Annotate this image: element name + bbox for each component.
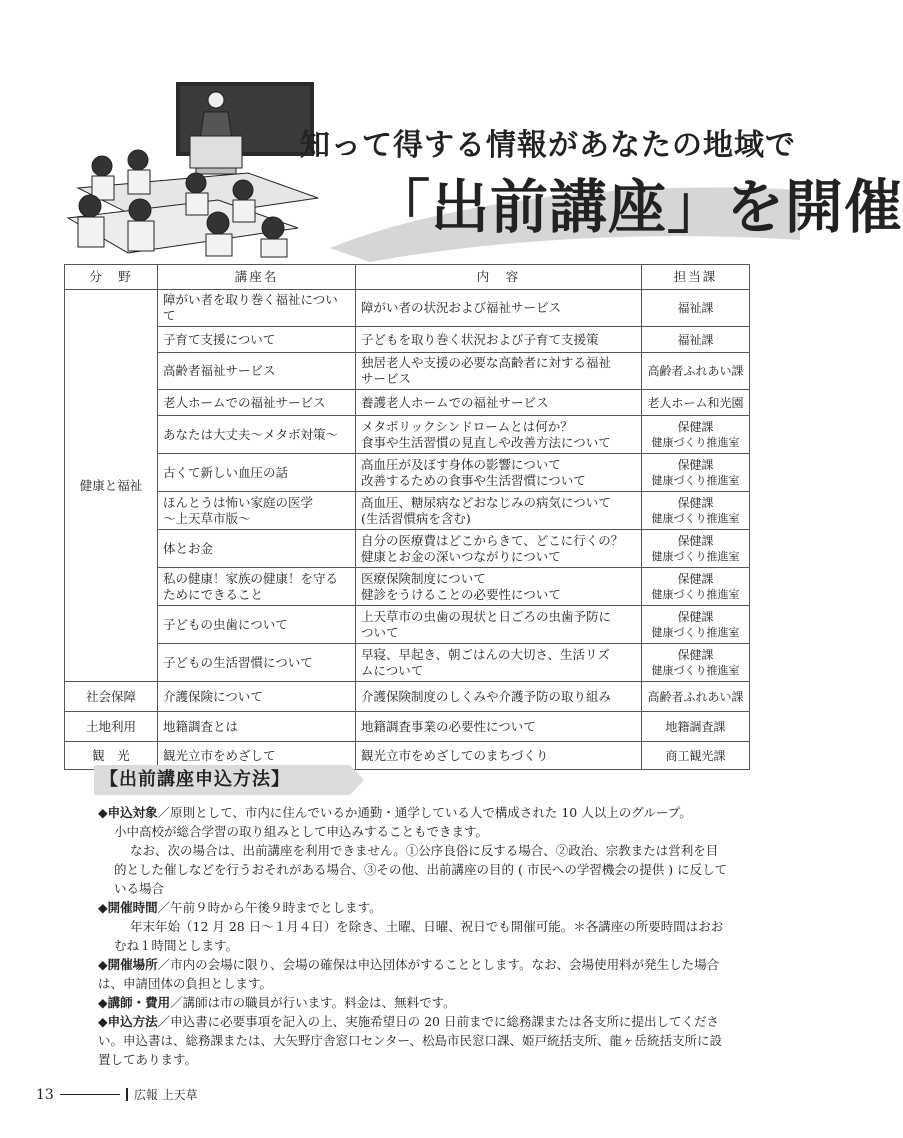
dept-name: 地籍調査課 bbox=[665, 719, 726, 734]
place-text: ／市内の会場に限り、会場の確保は申込団体がすることとします。なお、会場使用料が発生した場合は、申請団体の負担とします。 bbox=[98, 957, 720, 991]
apply-label: ◆申込方法 bbox=[98, 1014, 158, 1029]
course-content: メタボリックシンドロームとは何か？ 食事や生活習慣の見直しや改善方法について bbox=[356, 416, 642, 454]
course-name: 体とお金 bbox=[158, 530, 356, 568]
table-row bbox=[65, 606, 750, 644]
dept-name: 高齢者ふれあい課 bbox=[647, 364, 744, 378]
field-cell: 観 光 bbox=[65, 742, 158, 770]
apply-paragraph bbox=[98, 1012, 728, 1069]
course-dept bbox=[642, 742, 750, 770]
table-row bbox=[65, 530, 750, 568]
table-row bbox=[65, 416, 750, 454]
target-text: ／原則として、市内に住んでいるか通勤・通学している人で構成された 10 人以上のグループ。 bbox=[157, 805, 692, 820]
table-header-row bbox=[65, 265, 750, 290]
course-name: 私の健康！家族の健康！を守る ためにできること bbox=[158, 568, 356, 606]
table-row bbox=[65, 290, 750, 327]
field-cell: 社会保障 bbox=[65, 682, 158, 712]
fee-text: ／講師は市の職員が行います。料金は、無料です。 bbox=[170, 995, 456, 1010]
footer-bar bbox=[126, 1088, 128, 1101]
dept-name: 保健課 bbox=[677, 533, 714, 548]
dept-name: 保健課 bbox=[677, 457, 714, 472]
course-dept bbox=[642, 390, 750, 416]
course-dept bbox=[642, 530, 750, 568]
course-dept bbox=[642, 416, 750, 454]
dept-subname: 健康づくり推進室 bbox=[651, 473, 740, 487]
fee-label: ◆講師・費用 bbox=[98, 995, 171, 1010]
dept-name: 保健課 bbox=[677, 419, 714, 434]
time-text: ／午前９時から午後９時までとします。 bbox=[157, 900, 382, 915]
place-paragraph bbox=[98, 955, 728, 993]
time-paragraph bbox=[98, 898, 728, 917]
course-content: 独居老人や支援の必要な高齢者に対する福祉 サービス bbox=[356, 353, 642, 390]
course-content: 高血圧が及ぼす身体の影響について 改善するための食事や生活習慣について bbox=[356, 454, 642, 492]
course-dept bbox=[642, 568, 750, 606]
dept-name: 高齢者ふれあい課 bbox=[647, 689, 744, 704]
course-content: 介護保険制度のしくみや介護予防の取り組み bbox=[356, 682, 642, 712]
target-paragraph bbox=[98, 803, 728, 822]
course-content: 医療保険制度について 健診をうけることの必要性について bbox=[356, 568, 642, 606]
course-content: 養護老人ホームでの福祉サービス bbox=[356, 390, 642, 416]
table-row bbox=[65, 353, 750, 390]
course-dept bbox=[642, 290, 750, 327]
dept-subname: 健康づくり推進室 bbox=[651, 511, 740, 525]
place-label: ◆開催場所 bbox=[98, 957, 158, 972]
publication-name: 広報 上天草 bbox=[133, 1088, 198, 1102]
dept-subname: 健康づくり推進室 bbox=[651, 587, 740, 601]
course-content: 上天草市の虫歯の現状と日ごろの虫歯予防に ついて bbox=[356, 606, 642, 644]
course-name: 障がい者を取り巻く福祉について bbox=[158, 290, 356, 327]
dept-subname: 健康づくり推進室 bbox=[651, 549, 740, 563]
dept-name: 老人ホーム和光園 bbox=[647, 395, 744, 410]
lecture-illustration bbox=[68, 78, 318, 258]
application-method bbox=[98, 803, 728, 1069]
course-name: 観光立市をめざして bbox=[158, 742, 356, 770]
course-content: 障がい者の状況および福祉サービス bbox=[356, 290, 642, 327]
time-note: 年末年始（12 月 28 日～１月４日）を除き、土曜、日曜、祝日でも開催可能。＊各講座の所要時間はおおむね１時間とします。 bbox=[114, 919, 724, 953]
course-content: 子どもを取り巻く状況および子育て支援策 bbox=[356, 327, 642, 353]
field-cell: 土地利用 bbox=[65, 712, 158, 742]
course-dept bbox=[642, 682, 750, 712]
course-name: 介護保険について bbox=[158, 682, 356, 712]
course-dept bbox=[642, 327, 750, 353]
table-row bbox=[65, 712, 750, 742]
header-dept: 担当課 bbox=[642, 265, 750, 290]
course-content: 早寝、早起き、朝ごはんの大切さ、生活リズ ムについて bbox=[356, 644, 642, 682]
course-name: あなたは大丈夫～メタボ対策～ bbox=[158, 416, 356, 454]
course-content: 自分の医療費はどこからきて、どこに行くの？ 健康とお金の深いつながりについて bbox=[356, 530, 642, 568]
course-content: 地籍調査事業の必要性について bbox=[356, 712, 642, 742]
application-method-heading: 【出前講座申込方法】 bbox=[94, 765, 350, 795]
course-dept bbox=[642, 606, 750, 644]
course-name: 古くて新しい血圧の話 bbox=[158, 454, 356, 492]
dept-name: 福祉課 bbox=[677, 332, 714, 347]
table-row bbox=[65, 454, 750, 492]
page-title: 「出前講座」を開催 bbox=[372, 173, 903, 241]
course-dept bbox=[642, 454, 750, 492]
page-number: 13 bbox=[36, 1086, 54, 1103]
dept-name: 商工観光課 bbox=[665, 748, 726, 763]
course-name: ほんとうは怖い家庭の医学 ～上天草市版～ bbox=[158, 492, 356, 530]
time-label: ◆開催時間 bbox=[98, 900, 158, 915]
table-row bbox=[65, 568, 750, 606]
course-name: 子どもの虫歯について bbox=[158, 606, 356, 644]
header-subtitle: 知って得する情報があなたの地域で bbox=[300, 128, 796, 163]
course-content: 観光立市をめざしてのまちづくり bbox=[356, 742, 642, 770]
field-cell: 健康と福祉 bbox=[65, 290, 158, 682]
course-dept bbox=[642, 353, 750, 390]
dept-name: 福祉課 bbox=[677, 301, 714, 315]
footer-rule bbox=[60, 1094, 120, 1095]
dept-name: 保健課 bbox=[677, 495, 714, 510]
course-dept bbox=[642, 712, 750, 742]
table-row bbox=[65, 682, 750, 712]
course-table bbox=[64, 264, 750, 770]
dept-subname: 健康づくり推進室 bbox=[651, 663, 740, 677]
table-row bbox=[65, 390, 750, 416]
course-name: 子育て支援について bbox=[158, 327, 356, 353]
course-name: 子どもの生活習慣について bbox=[158, 644, 356, 682]
course-dept bbox=[642, 492, 750, 530]
target-line2: 小中高校が総合学習の取り組みとして申込みすることもできます。 bbox=[114, 824, 489, 839]
course-name: 高齢者福祉サービス bbox=[158, 353, 356, 390]
header-field: 分 野 bbox=[65, 265, 158, 290]
apply-text: ／申込書に必要事項を記入の上、実施希望日の 20 日前までに総務課または各支所に提出してください。申込書は、総務課または、大矢野庁舎窓口センター、松島市民窓口課、姫戸統括支所、龍ヶ岳統括支所に設置してあります。 bbox=[98, 1014, 723, 1067]
target-note: なお、次の場合は、出前講座を利用できません。①公序良俗に反する場合、②政治、宗教または営利を目的とした催しなどを行うおそれがある場合、③その他、出前講座の目的 ( 市民への学習機会の提供 ) に反している場合 bbox=[114, 843, 728, 896]
dept-name: 保健課 bbox=[677, 647, 714, 662]
course-name: 地籍調査とは bbox=[158, 712, 356, 742]
dept-name: 保健課 bbox=[677, 609, 714, 624]
course-dept bbox=[642, 644, 750, 682]
table-row bbox=[65, 644, 750, 682]
course-name: 老人ホームでの福祉サービス bbox=[158, 390, 356, 416]
dept-subname: 健康づくり推進室 bbox=[651, 625, 740, 639]
table-row bbox=[65, 492, 750, 530]
course-content: 高血圧、糖尿病などおなじみの病気について (生活習慣病を含む) bbox=[356, 492, 642, 530]
dept-name: 保健課 bbox=[677, 571, 714, 586]
header-content: 内 容 bbox=[356, 265, 642, 290]
header-course: 講座名 bbox=[158, 265, 356, 290]
page-footer bbox=[36, 1086, 198, 1103]
fee-paragraph bbox=[98, 993, 728, 1012]
table-row bbox=[65, 327, 750, 353]
header bbox=[0, 0, 903, 262]
target-label: ◆申込対象 bbox=[98, 805, 158, 820]
dept-subname: 健康づくり推進室 bbox=[651, 435, 740, 449]
